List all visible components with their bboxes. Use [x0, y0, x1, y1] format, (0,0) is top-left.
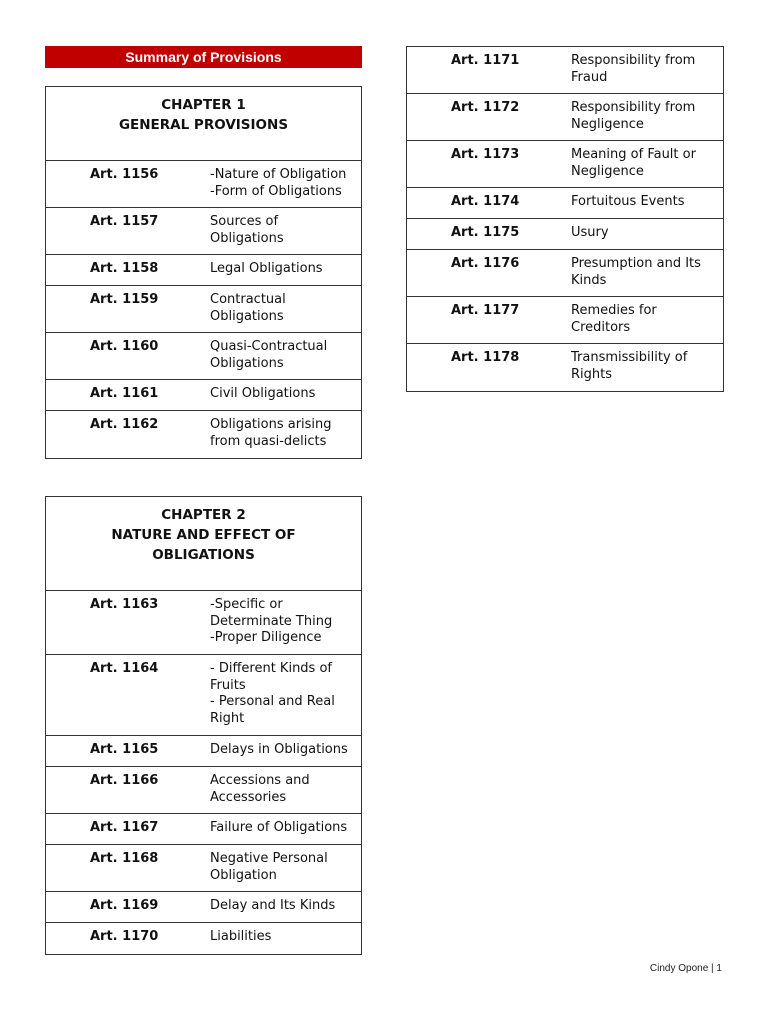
table-row — [46, 845, 361, 892]
chapter-2-title-line1: NATURE AND EFFECT OF — [111, 527, 296, 543]
article-number: Art. 1171 — [451, 53, 520, 68]
continued-table — [406, 46, 724, 392]
table-row — [46, 655, 361, 736]
chapter-2-title-line2: OBLIGATIONS — [152, 547, 255, 563]
table-row — [46, 411, 361, 458]
article-number: Art. 1162 — [90, 417, 159, 432]
article-description: Failure of Obligations — [210, 820, 348, 835]
article-number: Art. 1177 — [451, 303, 520, 318]
article-description: Negative Personal Obligation — [210, 851, 328, 883]
article-description: Usury — [571, 225, 609, 240]
chapter-1-header — [46, 87, 361, 161]
table-row — [407, 94, 723, 141]
table-row — [46, 380, 361, 411]
article-number: Art. 1174 — [451, 194, 520, 209]
article-number: Art. 1176 — [451, 256, 520, 271]
article-number: Art. 1163 — [90, 597, 159, 612]
article-number: Art. 1165 — [90, 742, 159, 757]
chapter-2-rows — [46, 591, 361, 954]
table-row — [407, 297, 723, 344]
table-row — [46, 161, 361, 208]
article-number: Art. 1168 — [90, 851, 159, 866]
page-footer: Cindy Opone | 1 — [649, 963, 722, 974]
table-row — [46, 767, 361, 814]
table-row — [407, 47, 723, 94]
article-number: Art. 1164 — [90, 661, 159, 676]
article-description: Contractual Obligations — [210, 292, 286, 324]
article-number: Art. 1157 — [90, 214, 159, 229]
chapter-1-label: CHAPTER 1 — [161, 97, 246, 113]
table-row — [46, 736, 361, 767]
table-row — [46, 286, 361, 333]
table-row — [46, 892, 361, 923]
article-number: Art. 1170 — [90, 929, 159, 944]
table-row — [407, 188, 723, 219]
article-description: -Specific or Determinate Thing -Proper Diligence — [210, 597, 333, 645]
article-description: Delay and Its Kinds — [210, 898, 336, 913]
chapter-1-table — [45, 86, 362, 459]
summary-banner: Summary of Provisions — [45, 46, 362, 68]
article-description: Meaning of Fault or Negligence — [571, 147, 696, 179]
table-row — [407, 344, 723, 391]
article-number: Art. 1156 — [90, 167, 159, 182]
article-description: Quasi-Contractual Obligations — [210, 339, 328, 371]
article-description: Liabilities — [210, 929, 272, 944]
article-number: Art. 1160 — [90, 339, 159, 354]
article-number: Art. 1161 — [90, 386, 159, 401]
article-description: - Different Kinds of Fruits - Personal and Real Right — [210, 661, 335, 726]
chapter-2-header — [46, 497, 361, 591]
article-description: Responsibility from Fraud — [571, 53, 696, 85]
table-row — [46, 255, 361, 286]
table-row — [407, 250, 723, 297]
article-description: Obligations arising from quasi-delicts — [210, 417, 332, 449]
table-row — [46, 591, 361, 655]
article-number: Art. 1173 — [451, 147, 520, 162]
article-description: Presumption and Its Kinds — [571, 256, 701, 288]
article-number: Art. 1178 — [451, 350, 520, 365]
article-number: Art. 1159 — [90, 292, 159, 307]
chapter-2-label: CHAPTER 2 — [161, 507, 246, 523]
table-row — [46, 333, 361, 380]
article-description: Responsibility from Negligence — [571, 100, 696, 132]
chapter-1-rows — [46, 161, 361, 458]
article-description: -Nature of Obligation -Form of Obligations — [210, 167, 347, 199]
table-row — [407, 219, 723, 250]
continued-rows — [407, 47, 723, 391]
article-description: Legal Obligations — [210, 261, 323, 276]
article-number: Art. 1166 — [90, 773, 159, 788]
article-number: Art. 1169 — [90, 898, 159, 913]
table-row — [407, 141, 723, 188]
article-number: Art. 1175 — [451, 225, 520, 240]
article-description: Civil Obligations — [210, 386, 316, 401]
table-row — [46, 923, 361, 954]
chapter-2-table — [45, 496, 362, 955]
table-row — [46, 208, 361, 255]
article-description: Remedies for Creditors — [571, 303, 657, 335]
article-description: Transmissibility of Rights — [571, 350, 688, 382]
chapter-1-title: GENERAL PROVISIONS — [118, 117, 289, 133]
article-description: Sources of Obligations — [210, 214, 284, 246]
article-number: Art. 1172 — [451, 100, 520, 115]
article-number: Art. 1167 — [90, 820, 159, 835]
article-description: Accessions and Accessories — [210, 773, 310, 805]
article-description: Delays in Obligations — [210, 742, 348, 757]
table-row — [46, 814, 361, 845]
article-number: Art. 1158 — [90, 261, 159, 276]
article-description: Fortuitous Events — [571, 194, 685, 209]
